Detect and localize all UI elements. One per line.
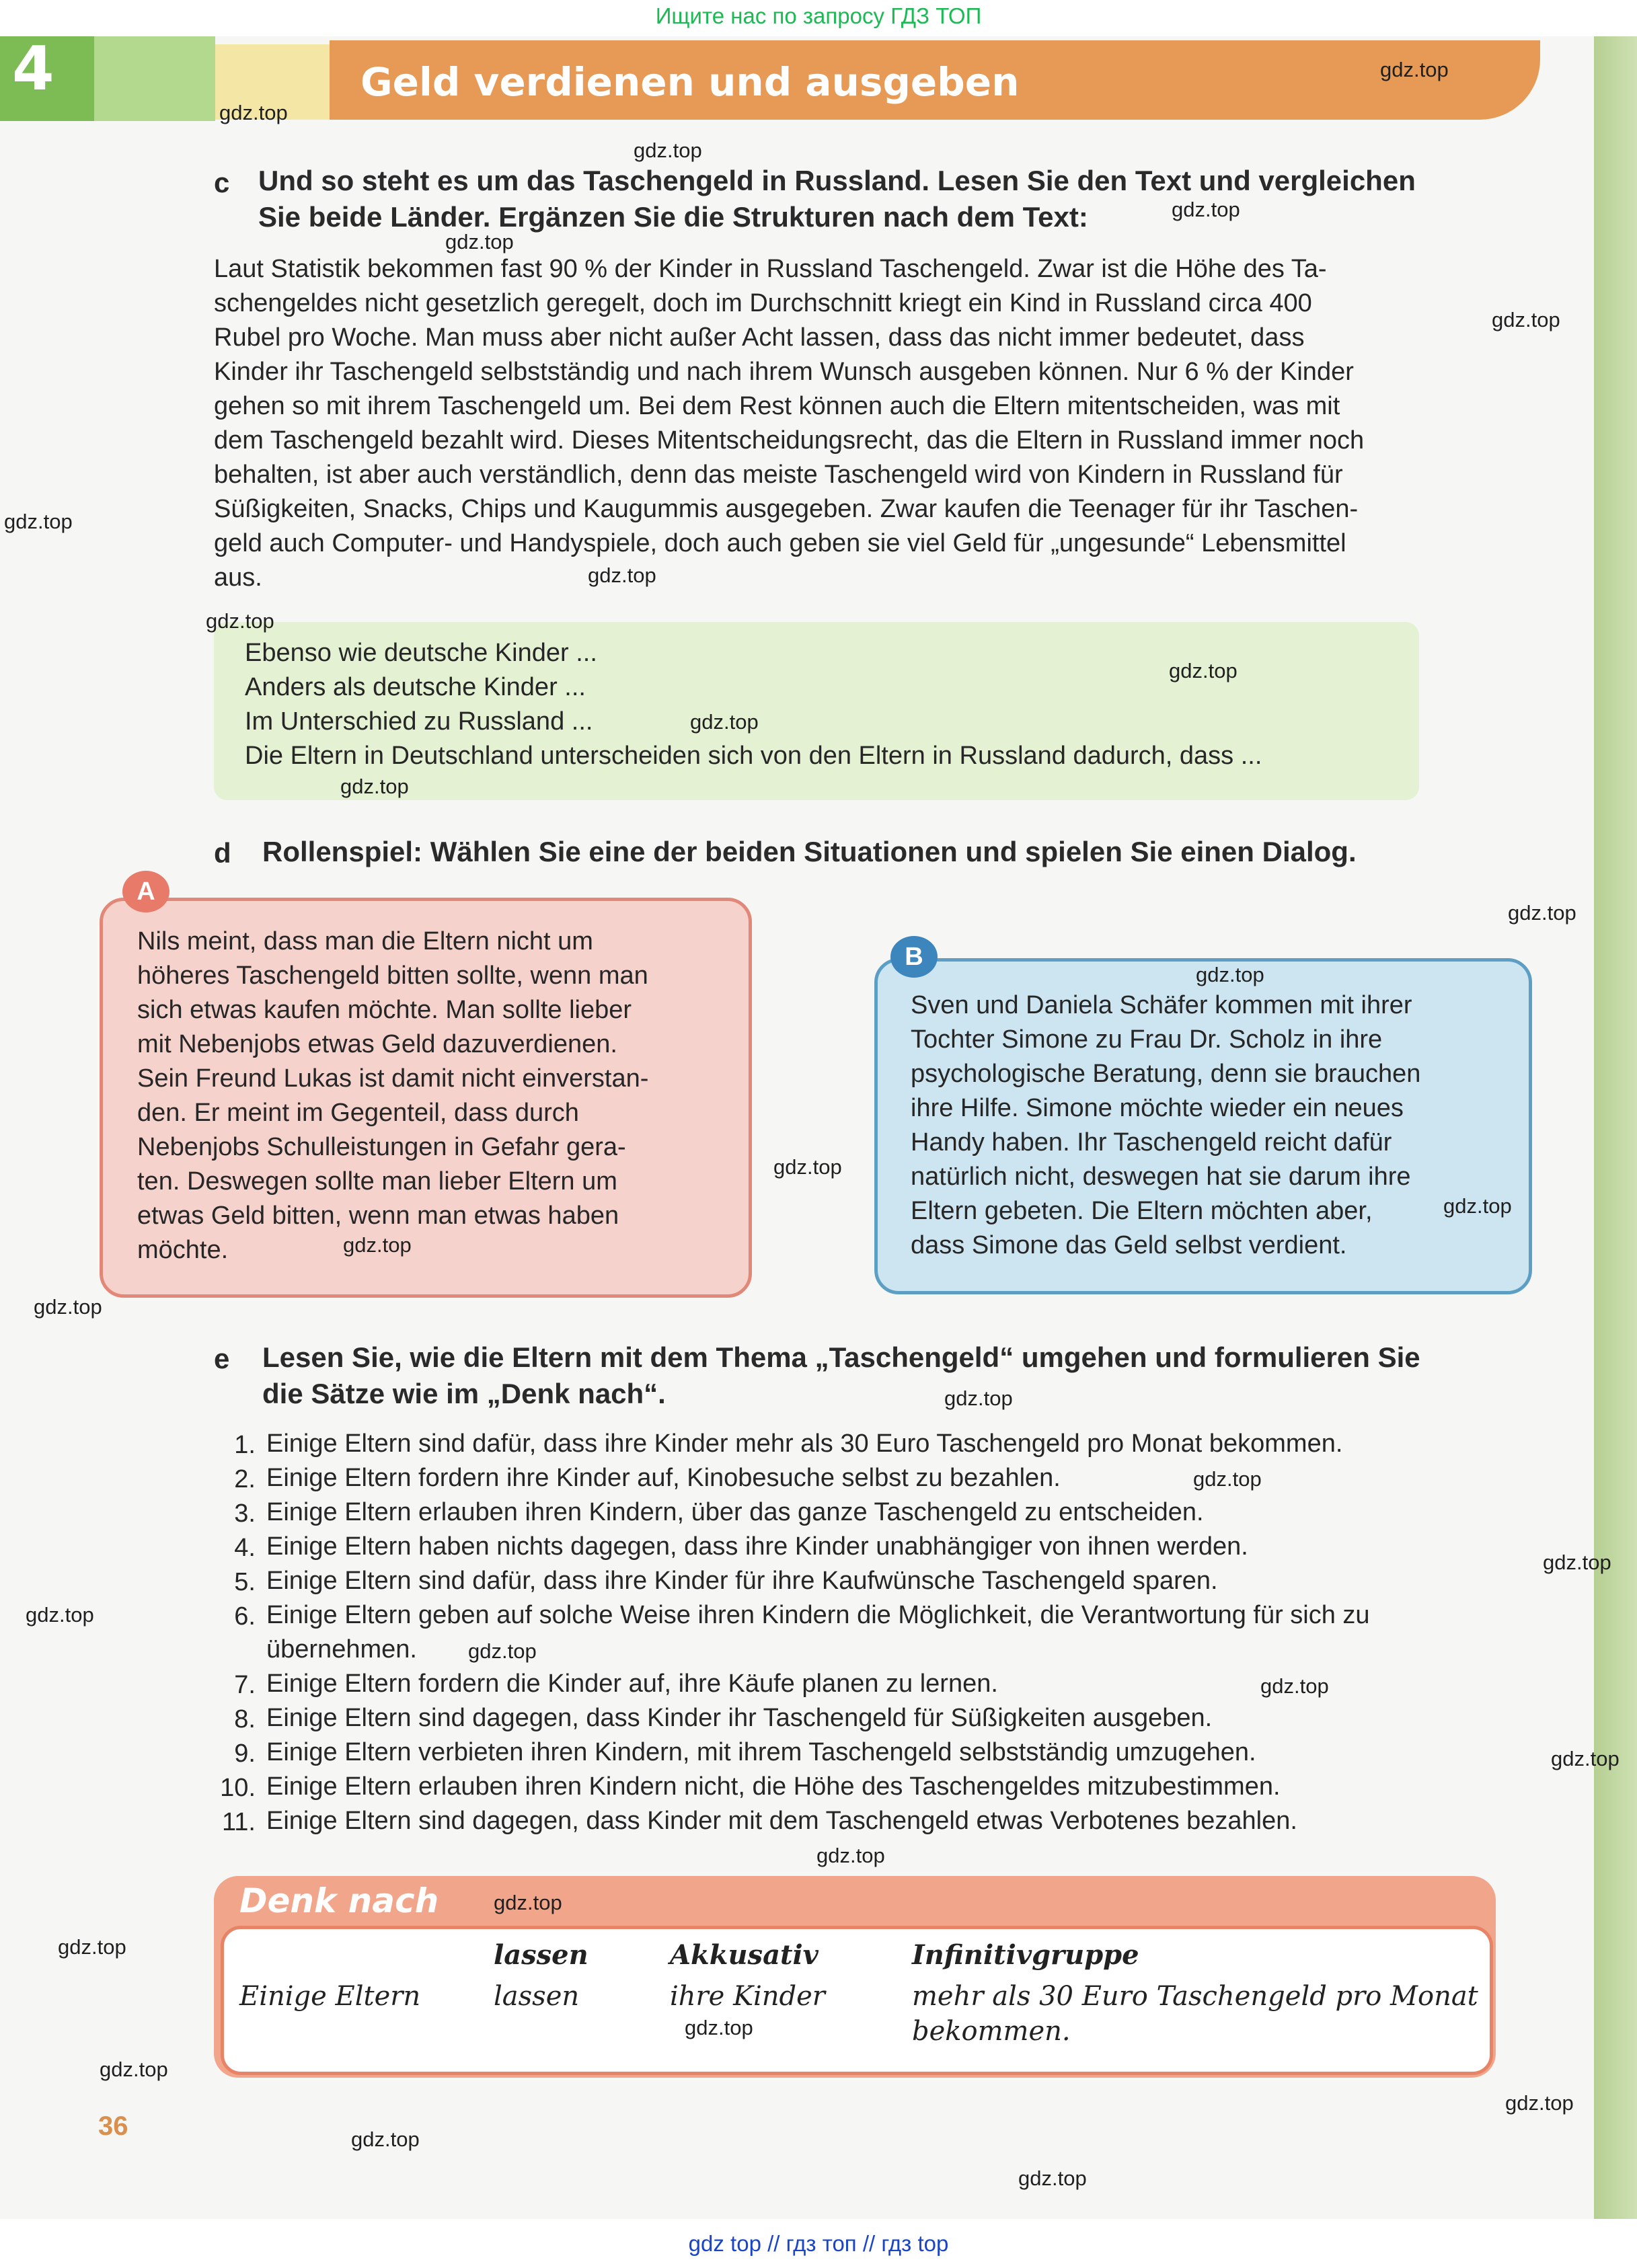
- situation-a-line: etwas Geld bitten, wenn man etwas haben: [137, 1202, 619, 1230]
- situation-b-badge: B: [890, 936, 938, 978]
- list-item-number: 5.: [234, 1568, 256, 1596]
- watermark: gdz.top: [1172, 198, 1240, 221]
- list-item-number: 11.: [221, 1808, 256, 1836]
- chapter-stripe-light: [94, 36, 215, 121]
- watermark: gdz.top: [340, 775, 409, 798]
- watermark: gdz.top: [773, 1155, 842, 1179]
- situation-a-line: mit Nebenjobs etwas Geld dazuverdienen.: [137, 1030, 617, 1058]
- watermark: gdz.top: [1443, 1194, 1512, 1218]
- list-item: Einige Eltern verbieten ihren Kindern, mit ihrem Taschengeld selbstständig umzugehen.: [266, 1738, 1256, 1766]
- watermark: gdz.top: [4, 510, 73, 533]
- watermark: gdz.top: [494, 1891, 562, 1914]
- structure-item: Die Eltern in Deutschland unterscheiden sich von den Eltern in Russland dadurch, dass ...: [245, 742, 1262, 770]
- situation-a-line: höheres Taschengeld bitten sollte, wenn man: [137, 962, 648, 990]
- situation-b-line: dass Simone das Geld selbst verdient.: [911, 1231, 1347, 1259]
- task-d-letter: d: [214, 837, 231, 869]
- watermark: gdz.top: [634, 139, 702, 162]
- task-e-letter: e: [214, 1343, 230, 1374]
- structure-item: Im Unterschied zu Russland ...: [245, 707, 593, 736]
- list-item-number: 8.: [234, 1705, 256, 1733]
- list-item-continuation: übernehmen.: [266, 1635, 417, 1664]
- situation-a-line: den. Er meint im Gegenteil, dass durch: [137, 1099, 579, 1127]
- watermark: gdz.top: [206, 609, 274, 633]
- text-line: geld auch Computer- und Handyspiele, doch auch geben sie viel Geld für „ungesunde“ Lebensmittel: [214, 529, 1346, 557]
- list-item: Einige Eltern sind dafür, dass ihre Kinder für ihre Kaufwünsche Taschengeld sparen.: [266, 1567, 1218, 1595]
- list-item: Einige Eltern geben auf solche Weise ihren Kindern die Möglichkeit, die Verantwortung für sich zu: [266, 1601, 1370, 1629]
- watermark: gdz.top: [1260, 1674, 1329, 1698]
- text-line: dem Taschengeld bezahlt wird. Dieses Mitentscheidungsrecht, das die Eltern in Russland immer noch: [214, 426, 1365, 455]
- situation-b-line: Eltern gebeten. Die Eltern möchten aber,: [911, 1197, 1373, 1225]
- structure-item: Ebenso wie deutsche Kinder ...: [245, 639, 597, 667]
- task-c-letter: c: [214, 167, 230, 198]
- situation-a-line: ten. Deswegen sollte man lieber Eltern um: [137, 1167, 617, 1196]
- text-line: schengeldes nicht gesetzlich geregelt, doch im Durchschnitt kriegt ein Kind in Russland circa 400: [214, 289, 1312, 317]
- watermark: gdz.top: [690, 710, 759, 734]
- list-item-number: 7.: [234, 1671, 256, 1699]
- denk-cell-accusative: ihre Kinder: [670, 1981, 825, 2012]
- watermark: gdz.top: [351, 2127, 420, 2151]
- task-e-title-line-1: Lesen Sie, wie die Eltern mit dem Thema „Taschengeld“ umgehen und formulieren Sie: [262, 1341, 1420, 1373]
- watermark: gdz.top: [26, 1603, 94, 1627]
- denk-header-infinitivgruppe: Infinitivgruppe: [912, 1939, 1139, 1971]
- watermark: gdz.top: [1018, 2166, 1087, 2190]
- page-edge-strip: [1594, 36, 1637, 2219]
- watermark: gdz.top: [588, 563, 656, 587]
- list-item: Einige Eltern fordern die Kinder auf, ihre Käufe planen zu lernen.: [266, 1670, 998, 1698]
- situation-b-line: Sven und Daniela Schäfer kommen mit ihrer: [911, 991, 1412, 1019]
- list-item: Einige Eltern haben nichts dagegen, dass ihre Kinder unabhängiger von ihnen werden.: [266, 1532, 1248, 1561]
- structure-item: Anders als deutsche Kinder ...: [245, 673, 586, 701]
- watermark: gdz.top: [1196, 963, 1264, 986]
- text-line: gehen so mit ihrem Taschengeld um. Bei dem Rest können auch die Eltern mitentscheiden, was mit: [214, 392, 1340, 420]
- top-banner[interactable]: Ищите нас по запросу ГДЗ ТОП: [655, 3, 982, 28]
- denk-cell-infinitive-line-2: bekommen.: [912, 2016, 1071, 2047]
- situation-b-line: Tochter Simone zu Frau Dr. Scholz in ihre: [911, 1025, 1383, 1054]
- watermark: gdz.top: [343, 1233, 412, 1257]
- page-number: 36: [98, 2111, 128, 2141]
- situation-a-line: Nils meint, dass man die Eltern nicht um: [137, 927, 593, 955]
- list-item: Einige Eltern fordern ihre Kinder auf, Kinobesuche selbst zu bezahlen.: [266, 1464, 1061, 1492]
- text-line: Rubel pro Woche. Man muss aber nicht außer Acht lassen, dass das nicht immer bedeutet, dass: [214, 323, 1305, 352]
- watermark: gdz.top: [1508, 901, 1576, 925]
- situation-a-line: Nebenjobs Schulleistungen in Gefahr gera-: [137, 1133, 626, 1161]
- watermark: gdz.top: [816, 1844, 885, 1867]
- watermark: gdz.top: [34, 1295, 102, 1319]
- watermark: gdz.top: [100, 2058, 168, 2081]
- footer-links[interactable]: gdz top // гдз топ // гдз top: [688, 2231, 949, 2256]
- task-e-title-line-2: die Sätze wie im „Denk nach“.: [262, 1378, 666, 1409]
- situation-a-line: Sein Freund Lukas ist damit nicht einverstan-: [137, 1064, 649, 1093]
- watermark: gdz.top: [445, 230, 514, 253]
- denk-header-akkusativ: Akkusativ: [670, 1939, 818, 1971]
- watermark: gdz.top: [219, 101, 288, 124]
- watermark: gdz.top: [1543, 1551, 1611, 1574]
- list-item-number: 2.: [234, 1465, 256, 1493]
- situation-b-line: psychologische Beratung, denn sie brauchen: [911, 1060, 1421, 1088]
- list-item-number: 4.: [234, 1534, 256, 1562]
- situation-b-line: Handy haben. Ihr Taschengeld reicht dafür: [911, 1128, 1392, 1157]
- list-item: Einige Eltern erlauben ihren Kindern, über das ganze Taschengeld zu entscheiden.: [266, 1498, 1204, 1526]
- denk-nach-title: Denk nach: [239, 1881, 439, 1920]
- watermark: gdz.top: [58, 1935, 126, 1959]
- list-item-number: 10.: [220, 1774, 256, 1802]
- situation-b-line: natürlich nicht, deswegen hat sie darum ihre: [911, 1163, 1411, 1191]
- list-item-number: 9.: [234, 1739, 256, 1768]
- watermark: gdz.top: [1551, 1747, 1620, 1770]
- task-c-title-line-1: Und so steht es um das Taschengeld in Russland. Lesen Sie den Text und vergleichen: [258, 165, 1416, 196]
- list-item-number: 3.: [234, 1499, 256, 1528]
- watermark: gdz.top: [685, 2016, 753, 2039]
- text-line: Kinder ihr Taschengeld selbstständig und nach ihrem Wunsch ausgeben können. Nur 6 % der Kinder: [214, 358, 1354, 386]
- situation-b-line: ihre Hilfe. Simone möchte wieder ein neues: [911, 1094, 1404, 1122]
- list-item: Einige Eltern sind dafür, dass ihre Kinder mehr als 30 Euro Taschengeld pro Monat bekommen.: [266, 1430, 1343, 1458]
- task-d-title: Rollenspiel: Wählen Sie eine der beiden Situationen und spielen Sie einen Dialog.: [262, 836, 1357, 867]
- watermark: gdz.top: [468, 1639, 537, 1663]
- watermark: gdz.top: [1492, 308, 1560, 331]
- list-item: Einige Eltern sind dagegen, dass Kinder mit dem Taschengeld etwas Verbotenes bezahlen.: [266, 1807, 1297, 1835]
- situation-a-line: sich etwas kaufen möchte. Man sollte lieber: [137, 996, 632, 1024]
- text-line: aus.: [214, 563, 262, 592]
- list-item-number: 1.: [234, 1431, 256, 1459]
- denk-cell-subject: Einige Eltern: [239, 1981, 421, 2012]
- denk-cell-verb: lassen: [494, 1981, 580, 2012]
- text-line: Süßigkeiten, Snacks, Chips und Kaugummis ausgegeben. Zwar kaufen die Teenager für ihr Taschen-: [214, 495, 1359, 523]
- text-line: behalten, ist aber auch verständlich, denn das meiste Taschengeld wird von Kindern in Russland für: [214, 461, 1343, 489]
- denk-cell-infinitive-line-1: mehr als 30 Euro Taschengeld pro Monat: [912, 1981, 1478, 2012]
- watermark: gdz.top: [1169, 659, 1238, 682]
- task-c-title-line-2: Sie beide Länder. Ergänzen Sie die Strukturen nach dem Text:: [258, 201, 1088, 233]
- watermark: gdz.top: [1380, 58, 1449, 81]
- denk-header-lassen: lassen: [494, 1939, 588, 1971]
- situation-a-badge: A: [122, 871, 169, 912]
- list-item: Einige Eltern sind dagegen, dass Kinder ihr Taschengeld für Süßigkeiten ausgeben.: [266, 1704, 1213, 1732]
- list-item: Einige Eltern erlauben ihren Kindern nicht, die Höhe des Taschengeldes mitzubestimmen.: [266, 1772, 1281, 1801]
- situation-a-line: möchte.: [137, 1236, 229, 1264]
- watermark: gdz.top: [1193, 1467, 1262, 1491]
- watermark: gdz.top: [1505, 2091, 1574, 2115]
- chapter-number: 4: [12, 34, 54, 104]
- watermark: gdz.top: [944, 1386, 1013, 1410]
- chapter-title: Geld verdienen und ausgeben: [360, 59, 1020, 105]
- list-item-number: 6.: [234, 1602, 256, 1631]
- text-line: Laut Statistik bekommen fast 90 % der Kinder in Russland Taschengeld. Zwar ist die Höhe des Ta-: [214, 255, 1327, 283]
